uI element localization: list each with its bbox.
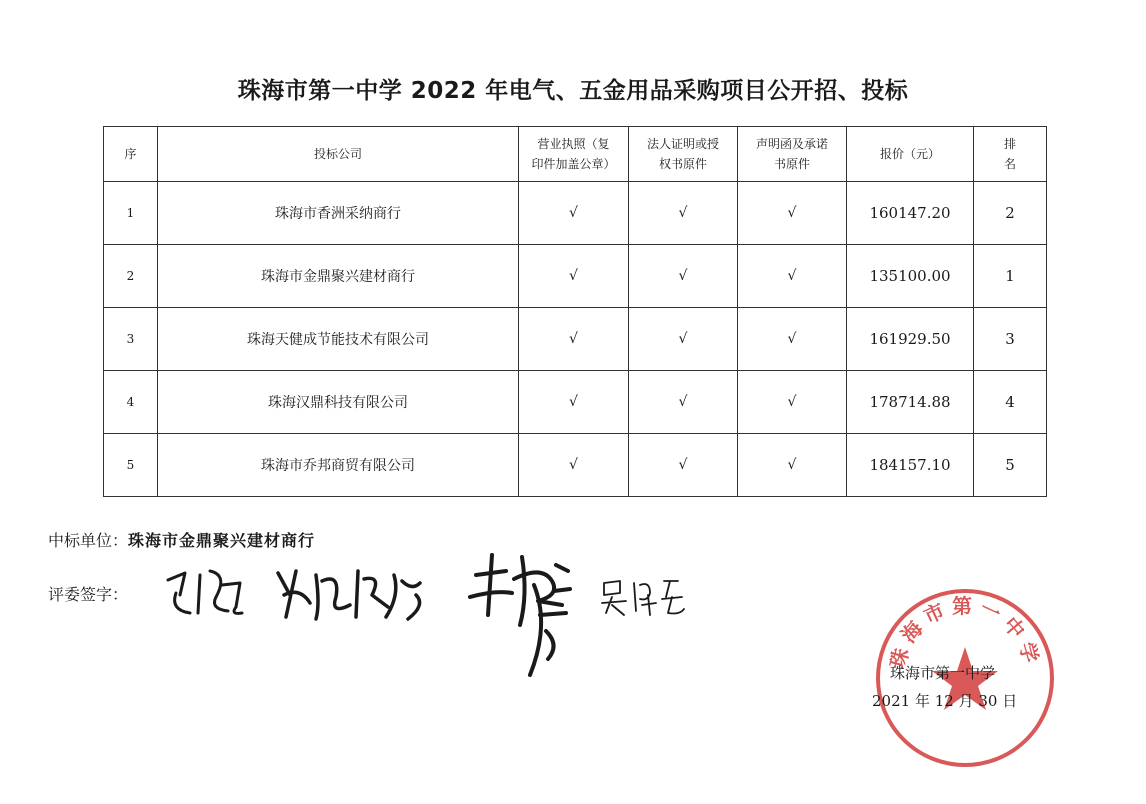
- row-company: 珠海市乔邦商贸有限公司: [158, 434, 519, 497]
- row-license-check: √: [519, 182, 629, 245]
- row-legal-check: √: [629, 308, 738, 371]
- header-rank-line1: 排: [1003, 137, 1016, 151]
- header-legal-line1: 法人证明或授: [646, 137, 719, 151]
- row-statement-check: √: [738, 434, 847, 497]
- document-title: 珠海市第一中学 2022 年电气、五金用品采购项目公开招、投标: [237, 78, 909, 104]
- row-license-check: √: [519, 245, 629, 308]
- header-rank: [974, 127, 1047, 182]
- bid-table: [103, 126, 1047, 497]
- header-company: 投标公司: [158, 127, 519, 182]
- row-company: 珠海汉鼎科技有限公司: [158, 371, 519, 434]
- row-statement-check: √: [738, 308, 847, 371]
- row-price: 135100.00: [847, 245, 974, 308]
- row-price: 161929.50: [847, 308, 974, 371]
- header-seq: 序: [104, 127, 158, 182]
- header-license-line1: 营业执照（复: [537, 137, 610, 151]
- signature-1: [168, 571, 242, 613]
- row-rank: 2: [974, 182, 1047, 245]
- signature-2: [278, 571, 420, 619]
- issuing-school: 珠海市第一中学: [890, 664, 996, 682]
- table-row: [104, 308, 1047, 371]
- row-legal-check: √: [629, 245, 738, 308]
- row-legal-check: √: [629, 434, 738, 497]
- row-license-check: √: [519, 434, 629, 497]
- header-rank-line2: 名: [1003, 157, 1016, 171]
- row-price: 178714.88: [847, 371, 974, 434]
- table-row: [104, 245, 1047, 308]
- row-company: 珠海市金鼎聚兴建材商行: [158, 245, 519, 308]
- row-statement-check: √: [738, 245, 847, 308]
- row-seq: 3: [104, 308, 158, 371]
- row-rank: 1: [974, 245, 1047, 308]
- row-price: 184157.10: [847, 434, 974, 497]
- signature-4: [602, 581, 684, 615]
- header-price: 报价（元）: [847, 127, 974, 182]
- winner-label: 中标单位：: [48, 531, 129, 550]
- row-seq: 1: [104, 182, 158, 245]
- judges-signature-label: 评委签字：: [48, 585, 129, 604]
- header-legal: [629, 127, 738, 182]
- table-row: [104, 371, 1047, 434]
- row-price: 160147.20: [847, 182, 974, 245]
- row-rank: 3: [974, 308, 1047, 371]
- row-company: 珠海市香洲采纳商行: [158, 182, 519, 245]
- row-legal-check: √: [629, 371, 738, 434]
- header-license-line2: 印件加盖公章）: [531, 157, 616, 171]
- row-license-check: √: [519, 308, 629, 371]
- table-row: [104, 434, 1047, 497]
- header-statement-line1: 声明函及承诺: [755, 137, 828, 151]
- seal-text: 珠海市第一中学: [885, 594, 1045, 672]
- row-rank: 5: [974, 434, 1047, 497]
- issue-date: 2021 年 12 月 30 日: [872, 692, 1018, 710]
- table-row: [104, 182, 1047, 245]
- signature-3: [470, 555, 570, 675]
- row-legal-check: √: [629, 182, 738, 245]
- row-statement-check: √: [738, 182, 847, 245]
- header-legal-line2: 权书原件: [658, 157, 707, 171]
- row-seq: 5: [104, 434, 158, 497]
- row-seq: 4: [104, 371, 158, 434]
- header-license: [519, 127, 629, 182]
- row-seq: 2: [104, 245, 158, 308]
- row-statement-check: √: [738, 371, 847, 434]
- table-header-row: [104, 127, 1047, 182]
- header-statement: [738, 127, 847, 182]
- judges-signatures: [150, 535, 710, 685]
- winner-value: 珠海市金鼎聚兴建材商行: [128, 531, 316, 550]
- row-rank: 4: [974, 371, 1047, 434]
- row-license-check: √: [519, 371, 629, 434]
- header-statement-line2: 书原件: [773, 157, 810, 171]
- row-company: 珠海天健成节能技术有限公司: [158, 308, 519, 371]
